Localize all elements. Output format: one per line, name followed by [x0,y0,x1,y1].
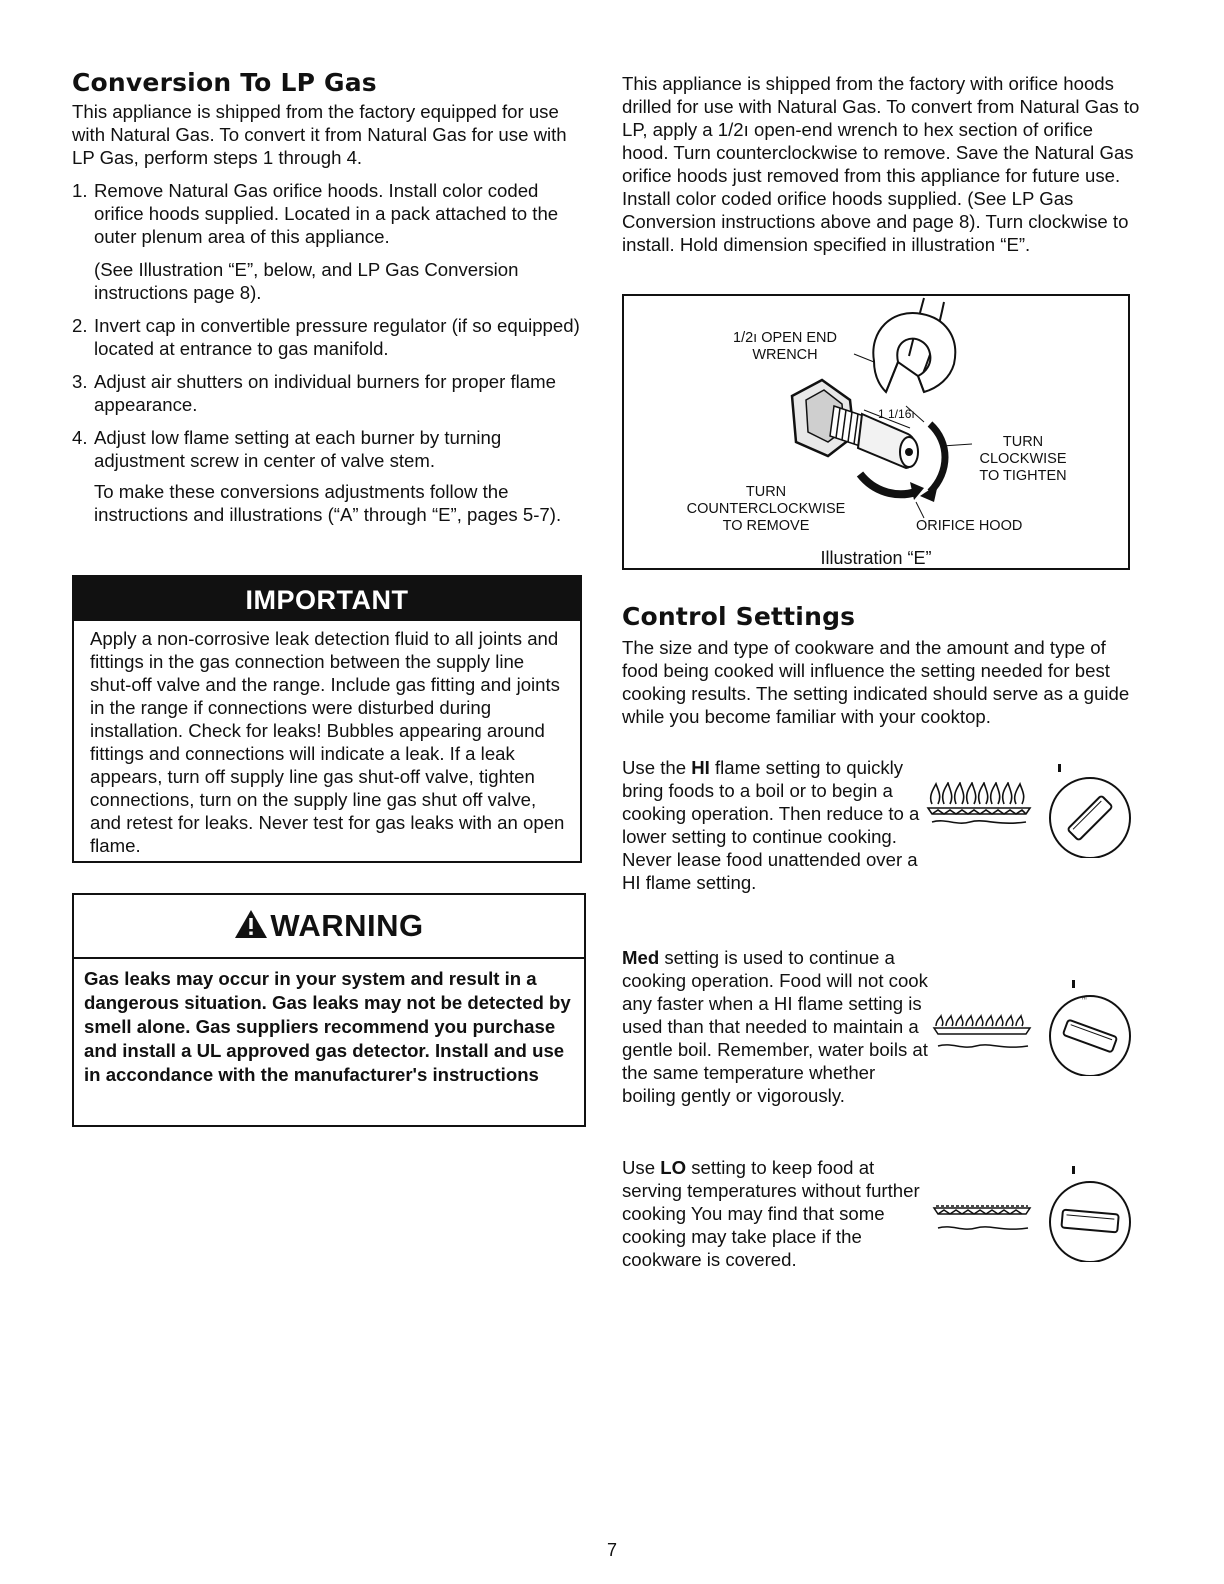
step-number: 4. [72,427,88,448]
clockwise-label: TURN CLOCKWISE TO TIGHTEN [979,434,1067,484]
lo-label: LO [660,1157,687,1178]
wrench-label: 1/2ı OPEN END WRENCH [733,330,837,363]
warning-box [72,893,586,1127]
svg-text:ᴴᴵ: ᴴᴵ [1082,996,1087,1004]
step-text: Remove Natural Gas orifice hoods. Install color coded orifice hoods supplied. Located in a pack attached to the outer plenum area of this appliance. [94,180,559,247]
orifice-section [622,72,1142,256]
med-setting-text: Med setting is used to continue a cooking operation. Food will not cook any faster when a HI flame setting is used than that needed to maintain a gentle boil. Remember, water boils at the same temperature whether boiling gently or vigorously. [622,947,928,1106]
step-text: Invert cap in convertible pressure regulator (if so equipped) located at entrance to gas manifold. [94,315,580,359]
hi-label: HI [691,757,710,778]
important-box [72,575,582,863]
step-text: Adjust air shutters on individual burners for proper flame appearance. [94,371,556,415]
orifice-text: This appliance is shipped from the factory with orifice hoods drilled for use with Natural Gas. To convert from Natural Gas to LP, apply a 1/2ı open-end wrench to hex section of orifice hood. Turn counterclockwise to remove. Save the Natural Gas orifice hoods just removed from this appliance for future use. Install color coded orifice hoods supplied. (See LP Gas Conversion instructions above and page 8). Turn clockwise to install. Hold dimension specified in illustration “E”. [622,73,1140,255]
lo-knob-icon [1042,1166,1138,1262]
lo-setting-text: Use LO setting to keep food at serving temperatures without further cooking You may find that some cooking may take place if the cookware is covered. [622,1157,920,1270]
step-4 [72,426,586,472]
step-number: 3. [72,371,88,392]
orifice-hood-label: ORIFICE HOOD [916,518,1023,534]
step-3 [72,370,586,416]
hi-flame-burner-icon [926,782,1034,832]
hi-setting-text: Use the HI flame setting to quickly bring foods to a boil or to begin a cooking operation. Then reduce to a lower setting to continue cooking. Never lease food unattended over a HI flame setting. [622,757,920,893]
illustration-e [622,294,1130,570]
conversion-section [72,68,586,526]
hi-knob-icon [1042,762,1138,858]
important-heading: IMPORTANT [74,577,580,621]
step-number: 1. [72,180,88,201]
step-2 [72,314,586,360]
med-knob-icon [1042,980,1138,1076]
conversion-intro: This appliance is shipped from the factory equipped for use with Natural Gas. To convert it from Natural Gas for use with LP Gas, perform steps 1 through 4. [72,101,567,168]
step-1 [72,179,586,248]
dimension-label: 1 1/16ı [878,407,915,421]
important-text: Apply a non-corrosive leak detection fluid to all joints and fittings in the gas connection between the supply line shut-off valve and the range. Include gas fitting and joints in the range if connections were disturbed during installation. Check for leaks! Bubbles appearing around fittings and connections will indicate a leak. If a leak appears, turn off supply line gas shut-off valve, tighten connections, turn on the supply line gas shut off valve, and retest for leaks. Never test for gas leaks with an open flame. [90,628,565,856]
counterclockwise-label: TURN COUNTERCLOCKWISE TO REMOVE [686,484,846,534]
med-label: Med [622,947,660,968]
page-number: 7 [606,1540,617,1560]
control-settings-title: Control Settings [622,602,856,631]
warning-text: Gas leaks may occur in your system and result in a dangerous situation. Gas leaks may not be detected by smell alone. Gas suppliers recommend you purchase and install a UL approved gas detector. Install and use in accondance with the manufacturer's instructions [84,968,571,1085]
med-flame-burner-icon [932,1010,1032,1056]
step-1-note: (See Illustration “E”, below, and LP Gas Conversion instructions page 8). [94,259,519,303]
lo-flame-burner-icon [932,1196,1032,1238]
warning-heading: WARNING [270,908,424,943]
warning-header [74,895,584,959]
illustration-caption: Illustration “E” [820,548,932,568]
control-settings-intro: The size and type of cookware and the amount and type of food being cooked will influence the setting needed for best cooking results. The setting indicated should serve as a guide while you become familiar with your cooktop. [622,637,1130,727]
conversion-steps [72,179,586,526]
step-number: 2. [72,315,88,336]
warning-triangle-icon [234,909,268,939]
step-4-note: To make these conversions adjustments follow the instructions and illustrations (“A” through “E”, pages 5-7). [94,481,562,525]
step-text: Adjust low flame setting at each burner by turning adjustment screw in center of valve stem. [94,427,502,471]
conversion-title: Conversion To LP Gas [72,68,377,97]
